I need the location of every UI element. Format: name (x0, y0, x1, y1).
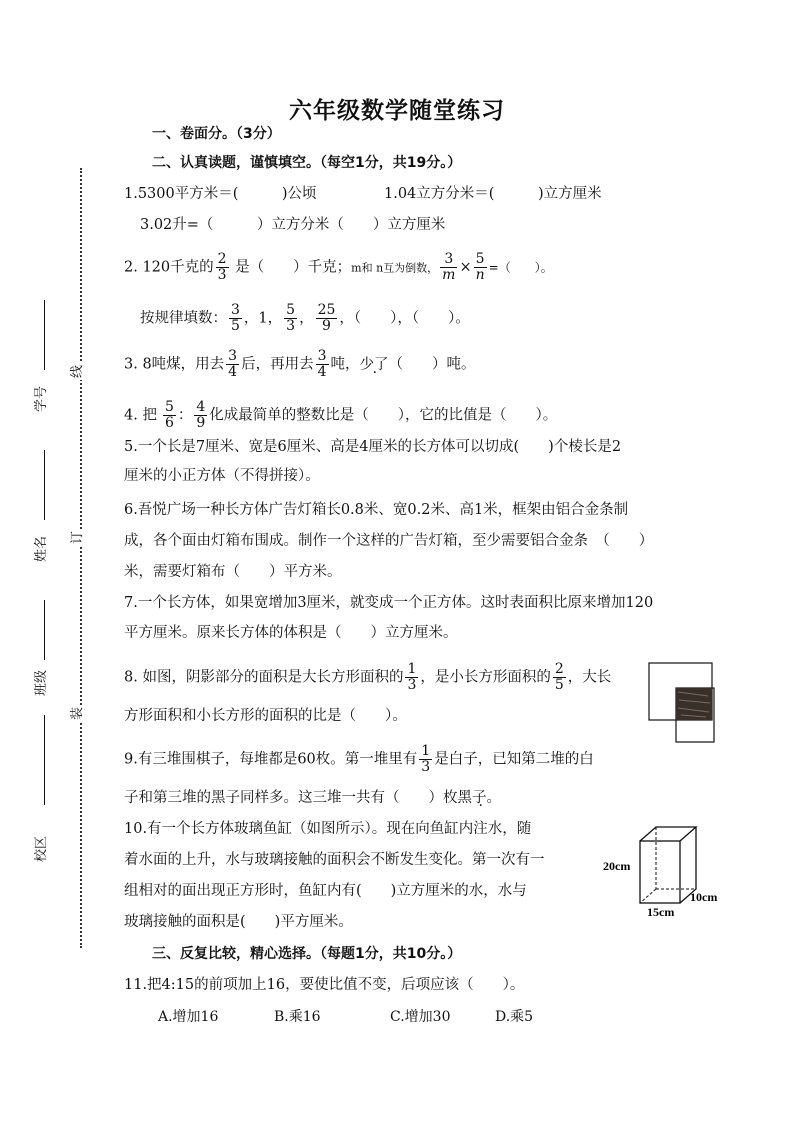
section-2-heading: 二、认真读题，谨慎填空。（每空1分，共19分。） (152, 155, 462, 171)
q9-prefix: 9.有三堆围棋子，每堆都是60枚。第一堆里有 (124, 751, 418, 768)
q5-line-2: 厘米的小正方体（不得拼接）。 (124, 468, 320, 484)
q8-fraction-1: $\frac{1}{3}$ (407, 661, 417, 693)
section-3-heading: 三、反复比较，精心选择。（每题1分，共10分。） (152, 946, 462, 962)
cuboid-height-label: 20cm (603, 859, 631, 873)
q3-line (124, 349, 476, 380)
q4-fraction-1: $\frac{5}{6}$ (164, 399, 174, 431)
class-blank (44, 600, 45, 660)
q11-option-b[interactable]: B.乘16 (274, 1009, 321, 1025)
q10-line-2: 着水面的上升，水与玻璃接触的面积会不断发生变化。第一次有一 (124, 852, 545, 868)
q8-prefix: 8. 如图，阴影部分的面积是大长方形面积的 (124, 669, 404, 686)
q8-fraction-2: $\frac{2}{5}$ (554, 661, 564, 693)
q2-reciprocal-note: m和 n互为倒数， (351, 261, 439, 275)
q2-prefix: 2. 120千克的 (124, 259, 214, 276)
q9-line-2 (124, 788, 501, 808)
q4-fraction-2: $\frac{4}{9}$ (196, 399, 206, 431)
q3-fraction-1: $\frac{3}{4}$ (228, 348, 238, 380)
q1-part-b: 1.04立方分米＝( )立方厘米 (384, 186, 602, 202)
cuboid-width-label: 15cm (647, 905, 675, 919)
cuboid-top-edges (640, 827, 696, 841)
q3-fraction-2: $\frac{3}{4}$ (317, 348, 327, 380)
campus-blank (44, 715, 45, 805)
q3-end: （ ）吨。 (388, 356, 476, 373)
q2-fraction-3: $\frac{5}{n}$ (475, 251, 485, 283)
q2-line (124, 252, 553, 283)
fish-tank-cuboid-figure (600, 820, 730, 920)
q9-line-2-text: 子和第三堆的黑子同样多。这三堆一共有（ ）枚黑 (124, 790, 472, 806)
q7-line-2: 平方厘米。原来长方体的体积是（ ）立方厘米。 (124, 625, 458, 641)
q3-mid2: 吨， (330, 356, 360, 373)
q5-line-1: 5.一个长是7厘米、宽是6厘米、高是4厘米的长方体可以切成( )个棱长是2 (124, 439, 622, 455)
q1-part-c: 3.02升=（ ）立方分米（ ）立方厘米 (140, 217, 446, 233)
q7-line-1: 7.一个长方体，如果宽增加3厘米，就变成一个正方体。这时表面积比原来增加120 (124, 595, 654, 611)
pattern-prefix: 按规律填数： (140, 310, 227, 327)
cuboid-hidden-edges (640, 827, 696, 903)
overlapping-rectangles-figure (648, 662, 716, 744)
pattern-comma: ， (299, 310, 314, 327)
q11-option-d[interactable]: D.乘5 (495, 1009, 534, 1025)
section-1-heading: 一、卷面分。（3分） (152, 126, 281, 142)
pattern-fraction-3: $\frac{25}{9}$ (317, 302, 336, 334)
q9-fraction: $\frac{1}{3}$ (421, 743, 431, 775)
q6-line-2: 成，各个面由灯箱布围成。制作一个这样的广告灯箱，至少需要铝合金条 （ ） (124, 533, 654, 549)
q9-line-1 (124, 744, 594, 775)
cuboid-depth-label: 10cm (690, 890, 718, 904)
student-id-blank (44, 300, 45, 370)
q3-emphasis: 少了 (359, 356, 389, 373)
q3-prefix: 3. 8吨煤，用去 (124, 356, 225, 373)
binding-mark-zhuang: 装 (66, 705, 85, 722)
campus-label: 校区 (34, 835, 49, 862)
q8-end: ，大长 (567, 669, 612, 686)
q4-colon: ： (177, 407, 193, 424)
q11-option-c[interactable]: C.增加30 (390, 1009, 451, 1025)
q9-emphasis: 子 (472, 790, 487, 806)
binding-dotted-line (80, 168, 82, 948)
name-label: 姓名 (34, 535, 49, 562)
name-blank (44, 450, 45, 520)
pattern-fraction-1: $\frac{3}{5}$ (231, 302, 240, 334)
q10-line-1: 10.有一个长方体玻璃鱼缸（如图所示）。现在向鱼缸内注水，随 (124, 821, 532, 837)
q4-end: 化成最简单的整数比是（ ），它的比值是（ ）。 (209, 407, 558, 424)
q8-line-2: 方形面积和小长方形的面积的比是（ ）。 (124, 708, 407, 724)
q3-mid: 后，再用去 (241, 356, 314, 373)
pattern-fraction-2: $\frac{5}{3}$ (286, 302, 296, 334)
binding-mark-xian: 线 (66, 363, 85, 380)
q6-line-3: 米，需要灯箱布（ ）平方米。 (124, 564, 342, 580)
pattern-one: ，1， (243, 310, 283, 327)
page-title: 六年级数学随堂练习 (289, 97, 505, 124)
q8-mid: ，是小长方形面积的 (420, 669, 551, 686)
q8-line-1 (124, 662, 611, 693)
q2-mid: 是（ ）千克； (230, 259, 352, 276)
cuboid-front-face (640, 841, 680, 903)
q2-fraction-2: $\frac{3}{m}$ (442, 251, 456, 283)
pattern-line (140, 303, 470, 334)
class-label: 班级 (34, 669, 49, 696)
q10-line-4: 玻璃接触的面积是( )平方厘米。 (124, 914, 353, 930)
q11-text: 11.把4:15的前项加上16，要使比值不变，后项应该（ ）。 (124, 977, 525, 993)
q9-end: 是白子，已知第二堆的白 (434, 751, 594, 768)
q2-end: =（ ）。 (488, 260, 553, 275)
q4-line (124, 400, 557, 431)
q10-line-3: 组相对的面出现正方形时，鱼缸内有( )立方厘米的水，水与 (124, 883, 527, 899)
pattern-end: ，（ ），（ ）。 (339, 310, 470, 327)
q1-part-a: 1.5300平方米＝( )公顷 (124, 186, 317, 202)
student-id-label: 学号 (34, 385, 49, 412)
binding-mark-ding: 订 (66, 529, 85, 546)
q2-times: × (459, 259, 472, 276)
q6-line-1: 6.吾悦广场一种长方体广告灯箱长0.8米、宽0.2米、高1米，框架由铝合金条制 (124, 502, 629, 518)
q9-period: 。 (486, 790, 501, 806)
q4-prefix: 4. 把 (124, 407, 157, 424)
q11-option-a[interactable]: A.增加16 (158, 1009, 219, 1025)
q2-fraction-1: $\frac{2}{3}$ (217, 251, 227, 283)
